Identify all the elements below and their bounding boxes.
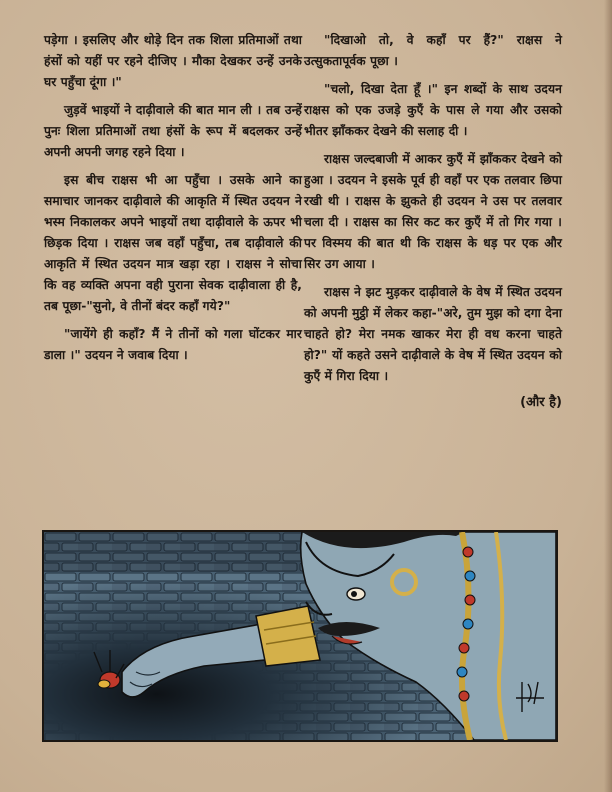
left-text-column (44, 30, 302, 373)
demon-at-well-illustration (44, 532, 556, 740)
paragraph: "चलो, दिखा देता हूँ ।" इन शब्दों के साथ उदयन राक्षस को एक उजड़े कुएँ के पास ले गया और उसको भीतर झाँककर देखने की सलाह दी । (304, 82, 562, 138)
story-illustration (42, 530, 558, 742)
paragraph: पड़ेगा । इसलिए और थोड़े दिन तक शिला प्रतिमाओं तथा हंसों को यहीं पर रहने दीजिए । मौका देखकर उन्हें उनके घर पहुँचा दूंगा ।" (44, 33, 302, 89)
paragraph: "जायेंगे ही कहाँ? मैं ने तीनों को गला घोंटकर मार डाला ।" उदयन ने जवाब दिया । (44, 327, 302, 362)
page-edge-shadow (604, 0, 612, 792)
paragraph: राक्षस जल्दबाजी में आकर कुएँ में झाँककर देखने को हुआ । उदयन ने इसके पूर्व ही वहाँ पर एक तलवार छिपा रखी थी । राक्षस के झुकते ही उदयन ने उस पर तलवार चला दी । राक्षस का सिर कट कर कुएँ में तो गिर गया । पर विस्मय की बात थी कि राक्षस के धड़ पर एक और सिर उग आया । (304, 152, 562, 271)
paragraph: जुड़वें भाइयों ने दाढ़ीवाले की बात मान ली । तब उन्हें पुनः शिला प्रतिमाओं तथा हंसों के रूप में बदलकर उन्हें अपनी अपनी जगह रहने दिया । (44, 103, 302, 159)
gold-armlet (256, 606, 320, 666)
paragraph: राक्षस ने झट मुड़कर दाढ़ीवाले के वेष में स्थित उदयन को अपनी मुट्ठी में लेकर कहा-"अरे, तुम मुझ को दगा देना चाहते हो? मेरा नमक खाकर मेरा ही वध करना चाहते हो?" यों कहते उसने दाढ़ीवाले के वेष में स्थित उदयन को कुएँ में गिरा दिया । (304, 285, 562, 383)
paragraph: इस बीच राक्षस भी आ पहुँचा । उसके आने का समाचार जानकर दाढ़ीवाले की आकृति में स्थित उदयन ने भस्म निकालकर अपने भाइयों तथा दाढ़ीवाले के ऊपर भी छिड़क दिया । राक्षस जब वहाँ पहुँचा, तब दाढ़ीवाले की आकृति में स्थित उदयन मात्र खड़ा रहा । राक्षस ने सोचा कि वह व्यक्ति अपना वही पुराना सेवक दाढ़ीवाला ही है, तब पूछा-"सुनो, वे तीनों बंदर कहाँ गये?" (44, 173, 302, 313)
continued-marker: (और है) (520, 395, 562, 410)
paragraph: "दिखाओ तो, वे कहाँ पर हैं?" राक्षस ने उत्सुकतापूर्वक पूछा । (304, 33, 562, 68)
right-text-column (304, 30, 562, 413)
